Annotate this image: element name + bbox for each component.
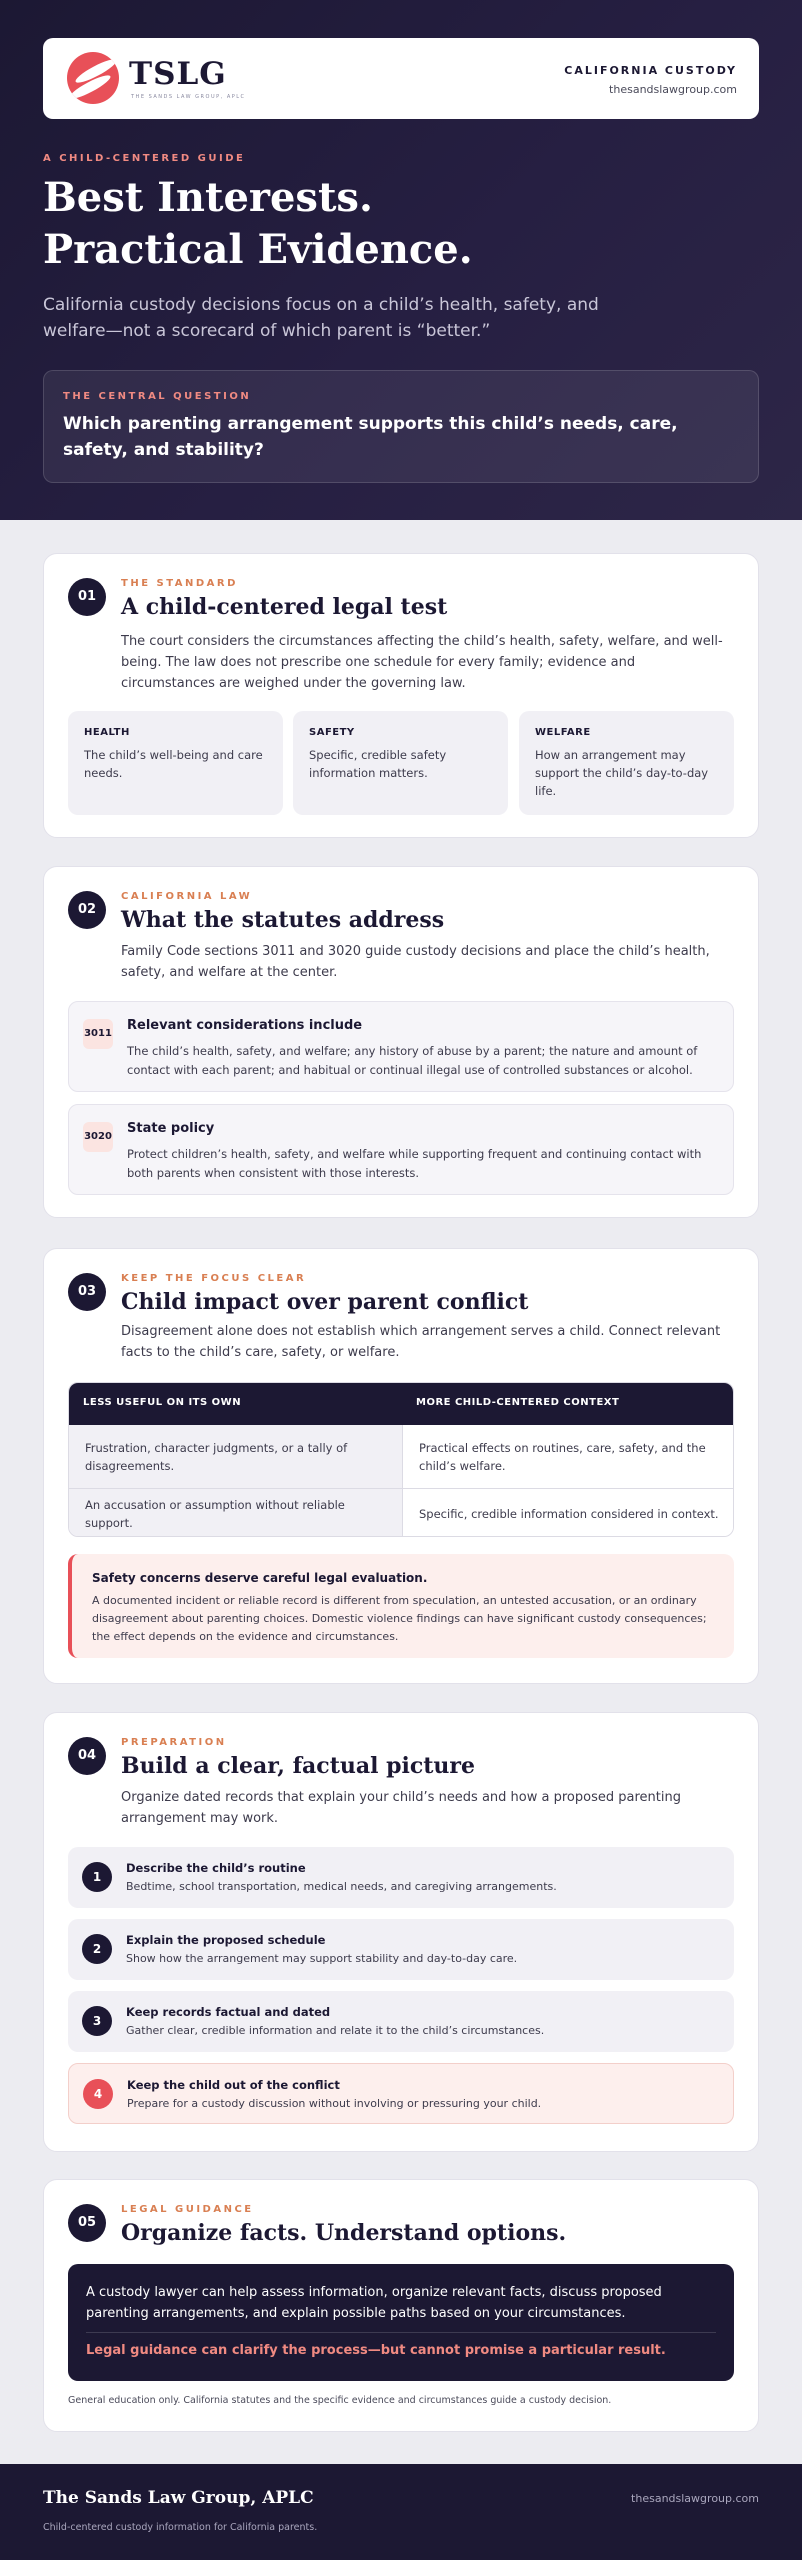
table-cell: Practical effects on routines, care, safety, and the child’s welfare.: [402, 1425, 734, 1488]
guidance-box: [68, 2264, 734, 2381]
footer: [0, 2464, 802, 2560]
section-intro: Organize dated records that explain your child’s needs and how a proposed parenting arrangement may work.: [121, 1790, 681, 1826]
section-kicker: KEEP THE FOCUS CLEAR: [121, 1273, 307, 1284]
step-desc: Prepare for a custody discussion without involving or pressuring your child.: [127, 2097, 542, 2110]
section-title: A child-centered legal test: [121, 594, 448, 620]
step-item-highlighted: [68, 2063, 734, 2124]
step-title: Keep records factual and dated: [126, 2005, 331, 2019]
hero-title-line1: Best Interests.: [43, 174, 373, 221]
header-title: CALIFORNIA CUSTODY: [564, 64, 737, 77]
statute-3020: [68, 1104, 734, 1195]
pillar-desc: The child’s well-being and care needs.: [84, 748, 263, 780]
step-number: 2: [82, 1934, 112, 1964]
logo-icon[interactable]: [67, 52, 119, 104]
statute-code-badge: 3011: [83, 1019, 113, 1049]
question-kicker: THE CENTRAL QUESTION: [63, 391, 252, 402]
guidance-highlight: Legal guidance can clarify the process—but cannot promise a particular result.: [86, 2343, 666, 2358]
statute-title: State policy: [127, 1121, 215, 1136]
header-card: [43, 38, 759, 119]
hero-kicker: A CHILD-CENTERED GUIDE: [43, 153, 246, 164]
section-kicker: THE STANDARD: [121, 578, 238, 589]
pillar-welfare: [519, 711, 734, 815]
section-title: Build a clear, factual picture: [121, 1753, 475, 1779]
section-kicker: PREPARATION: [121, 1737, 227, 1748]
footer-subtitle: Child-centered custody information for California parents.: [43, 2522, 318, 2533]
section-number: 05: [68, 2204, 106, 2242]
step-desc: Gather clear, credible information and relate it to the child’s circumstances.: [126, 2024, 545, 2037]
section-preparation: [43, 1712, 759, 2152]
section-focus-clear: [43, 1248, 759, 1684]
pillar-desc: Specific, credible safety information matters.: [309, 748, 447, 780]
section-number: 02: [68, 891, 106, 929]
section-kicker: LEGAL GUIDANCE: [121, 2204, 254, 2215]
statute-3011: [68, 1001, 734, 1092]
section-number: 01: [68, 578, 106, 616]
step-title: Explain the proposed schedule: [126, 1933, 326, 1947]
section-number: 04: [68, 1737, 106, 1775]
guidance-text: A custody lawyer can help assess information, organize relevant facts, discuss proposed parenting arrangements, and explain possible paths based on your circumstances.: [86, 2285, 662, 2321]
pillar-title: HEALTH: [84, 727, 130, 738]
step-item: [68, 1847, 734, 1908]
alert-title: Safety concerns deserve careful legal evaluation.: [92, 1571, 428, 1585]
step-desc: Bedtime, school transportation, medical needs, and caregiving arrangements.: [126, 1880, 557, 1893]
statute-desc: Protect children’s health, safety, and welfare while supporting frequent and continuing contact with both parents when consistent with those interests.: [127, 1147, 702, 1180]
question-text: Which parenting arrangement supports this child’s needs, care, safety, and stability?: [63, 414, 678, 460]
step-item: [68, 1919, 734, 1980]
pillar-safety: [293, 711, 508, 815]
section-number: 03: [68, 1273, 106, 1311]
section-title: Child impact over parent conflict: [121, 1289, 529, 1315]
footer-firm-name: The Sands Law Group, APLC: [43, 2488, 314, 2508]
step-title: Describe the child’s routine: [126, 1861, 306, 1875]
comparison-table: [68, 1382, 734, 1537]
central-question-box: [43, 370, 759, 483]
section-california-law: [43, 866, 759, 1218]
logo-tagline: THE SANDS LAW GROUP, APLC: [131, 94, 246, 100]
step-number: 1: [82, 1862, 112, 1892]
footer-website-link[interactable]: thesandslawgroup.com: [631, 2492, 759, 2505]
step-title: Keep the child out of the conflict: [127, 2078, 340, 2092]
section-intro: Family Code sections 3011 and 3020 guide custody decisions and place the child’s health, safety, and welfare at the center.: [121, 944, 710, 980]
table-cell: Specific, credible information considered in context.: [402, 1489, 734, 1537]
hero-section: [0, 0, 802, 520]
hero-lead: California custody decisions focus on a child’s health, safety, and welfare—not a scorecard of which parent is “better.”: [43, 295, 599, 341]
header-website-link[interactable]: thesandslawgroup.com: [609, 83, 737, 96]
hero-title: [43, 172, 743, 276]
section-standard: [43, 553, 759, 838]
step-item: [68, 1991, 734, 2052]
step-number: 3: [82, 2006, 112, 2036]
statute-code-badge: 3020: [83, 1122, 113, 1152]
section-intro: Disagreement alone does not establish which arrangement serves a child. Connect relevant facts to the child’s care, safety, or welfare.: [121, 1324, 721, 1360]
hero-title-line2: Practical Evidence.: [43, 226, 473, 273]
safety-alert: [68, 1554, 734, 1658]
pillar-title: SAFETY: [309, 727, 355, 738]
disclaimer: General education only. California statutes and the specific evidence and circumstances guide a custody decision.: [68, 2395, 612, 2406]
statute-title: Relevant considerations include: [127, 1018, 363, 1033]
table-cell: Frustration, character judgments, or a tally of disagreements.: [69, 1425, 402, 1488]
section-title: Organize facts. Understand options.: [121, 2220, 567, 2246]
table-header: LESS USEFUL ON ITS OWN: [69, 1383, 402, 1425]
pillar-desc: How an arrangement may support the child’s day-to-day life.: [535, 748, 709, 798]
alert-text: A documented incident or reliable record is different from speculation, an untested accusation, or an ordinary disagreement about parenting choices. Domestic violence findings can have significant custody consequences; the effect depends on the evidence and circumstances.: [92, 1594, 707, 1643]
table-header: MORE CHILD-CENTERED CONTEXT: [402, 1383, 734, 1425]
step-number: 4: [83, 2079, 113, 2109]
guidance-divider: [86, 2332, 716, 2333]
section-title: What the statutes address: [121, 907, 445, 933]
section-kicker: CALIFORNIA LAW: [121, 891, 253, 902]
table-cell: An accusation or assumption without reliable support.: [69, 1489, 402, 1537]
pillar-health: [68, 711, 283, 815]
logo-text[interactable]: TSLG: [129, 56, 227, 92]
section-legal-guidance: [43, 2179, 759, 2432]
step-desc: Show how the arrangement may support stability and day-to-day care.: [126, 1952, 518, 1965]
pillar-title: WELFARE: [535, 727, 591, 738]
section-intro: The court considers the circumstances affecting the child’s health, safety, welfare, and well-being. The law does not prescribe one schedule for every family; evidence and circumstances are weighed under the governing law.: [121, 634, 723, 691]
statute-desc: The child’s health, safety, and welfare; any history of abuse by a parent; the nature and amount of contact with each parent; and habitual or continual illegal use of controlled substances or alcohol.: [127, 1044, 698, 1077]
